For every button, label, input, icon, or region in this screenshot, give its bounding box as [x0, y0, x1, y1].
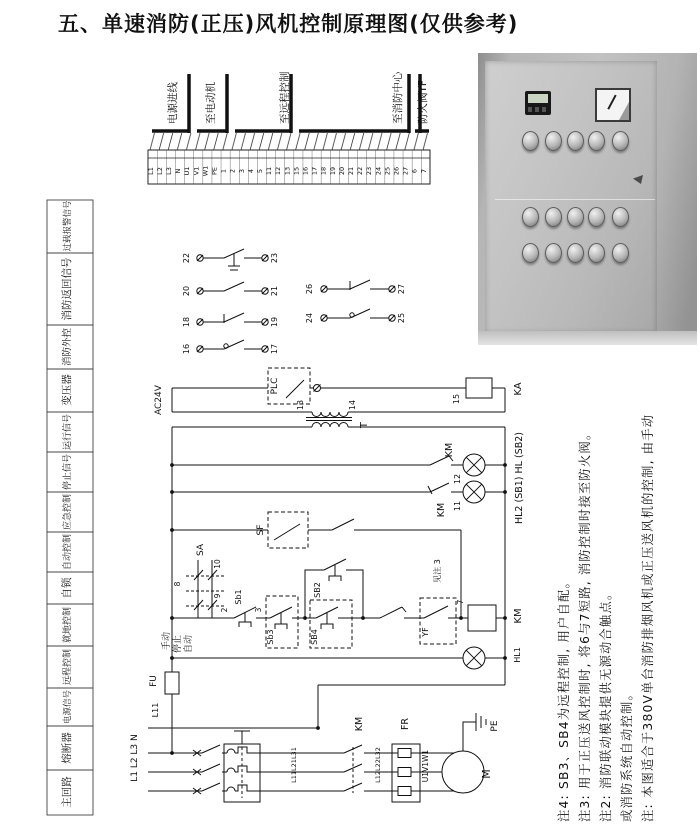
terminal-number: 27 — [397, 283, 406, 295]
legend-label: 应急控制 — [63, 493, 73, 531]
top-group-label: 防火阀YF — [417, 80, 429, 124]
wire-label: L11L21L31 — [290, 747, 298, 783]
component-label: HL1 — [513, 647, 522, 663]
terminal-label: 3 — [237, 168, 246, 174]
legend-label: 消防外控 — [62, 327, 73, 367]
left-legend-labels — [60, 200, 73, 808]
terminal-number: 14 — [348, 399, 357, 411]
component-label: AC24V — [154, 385, 164, 415]
terminal-number: 25 — [397, 312, 406, 324]
component-label: Sb3 — [266, 629, 275, 645]
component-label: HL2 (SB1) HL (SB2) — [514, 432, 525, 524]
wire-label: U1V1W1 — [421, 749, 430, 783]
transformer-secondary — [312, 423, 348, 427]
terminal-number: 15 — [452, 393, 461, 405]
component-label: KM — [444, 442, 455, 458]
terminal-number: 16 — [182, 343, 191, 355]
fire-contact-rows — [197, 249, 395, 355]
panel-mark — [633, 175, 643, 184]
fire-contact-numbers — [182, 253, 406, 354]
note-ref: 见注 3 — [433, 559, 442, 583]
component-label: KM — [513, 608, 524, 624]
terminal-label: 22 — [356, 166, 365, 176]
slanted-wires — [148, 133, 430, 150]
sb1-button — [234, 607, 256, 627]
panel-lamp — [612, 131, 629, 151]
terminal-label: V1 — [192, 166, 201, 176]
component-label: M — [480, 769, 493, 779]
terminal-number: 2 — [220, 607, 229, 613]
photo-floor — [478, 331, 697, 345]
terminal-number: 17 — [270, 343, 279, 355]
terminal-number: 12 — [453, 473, 462, 485]
top-group-label: 至电动机 — [205, 82, 217, 124]
wire-label: L12L22L32 — [374, 747, 382, 783]
legend-label: 变压器 — [61, 374, 73, 406]
panel-switch — [522, 243, 539, 263]
terminal-label: 16 — [301, 166, 310, 176]
component-label: PLC — [270, 377, 280, 395]
terminal-number: 18 — [182, 316, 191, 328]
selector-position: 自动 — [184, 634, 194, 654]
terminal-strip — [147, 71, 430, 184]
legend-label: 远程控制 — [63, 648, 73, 686]
terminal-label: 11 — [265, 166, 274, 176]
legend-label: 过载报警信号 — [63, 200, 73, 252]
panel-seam — [495, 199, 655, 200]
wire-label: L11 — [151, 702, 160, 718]
component-label: KM — [354, 716, 365, 732]
terminal-label: 20 — [337, 166, 346, 176]
panel-switch — [588, 207, 605, 227]
meter-needle — [607, 95, 616, 110]
terminal-label: 13 — [283, 166, 292, 176]
panel-face — [485, 61, 657, 333]
panel-lamp — [567, 131, 584, 151]
legend-label: 就地控制 — [63, 606, 73, 644]
note-line: 或消防系统自动控制。 — [620, 687, 634, 822]
terminal-labels — [147, 166, 428, 177]
panel-meter — [595, 88, 631, 122]
selector-position: 停止 — [173, 634, 183, 654]
terminal-number: 13 — [296, 399, 305, 411]
terminal-label: 4 — [246, 168, 255, 174]
legend-label: 主回路 — [61, 776, 73, 808]
ka-coil — [466, 378, 492, 398]
note-line: 注3: 用于正压送风控制时, 将6与7短路, 消防控制时接至防火阀。 — [578, 426, 592, 822]
panel-switch — [567, 243, 584, 263]
pe-ground — [463, 713, 486, 751]
component-label: KM — [436, 502, 447, 518]
control-panel-photo — [478, 53, 697, 345]
panel-switch — [612, 243, 629, 263]
sf-box — [268, 512, 308, 548]
top-group-labels — [166, 71, 429, 124]
legend-label: 熔断器 — [61, 732, 73, 764]
terminal-label: 12 — [274, 166, 283, 176]
terminal-label: 1 — [219, 168, 228, 174]
indicator-lamps — [463, 454, 485, 669]
component-label: SA — [196, 543, 206, 557]
component-label: SF — [256, 524, 266, 536]
terminal-label: 27 — [401, 166, 410, 176]
terminal-number: 8 — [173, 581, 182, 587]
page-title: 五、单速消防(正压)风机控制原理图(仅供参考) — [58, 12, 519, 36]
control-labels — [149, 378, 525, 718]
panel-switch — [588, 243, 605, 263]
terminal-number: 21 — [270, 285, 279, 297]
terminal-label: 25 — [383, 166, 392, 176]
component-label: SB4 — [310, 629, 319, 645]
terminal-label: N — [174, 168, 183, 174]
sb2-button — [324, 559, 346, 581]
panel-lamp — [545, 131, 562, 151]
main-circuit — [148, 713, 486, 802]
terminal-number: 23 — [270, 252, 279, 264]
panel-switch — [545, 243, 562, 263]
panel-switch — [522, 207, 539, 227]
legend-label: 消防返回信号 — [61, 257, 73, 321]
component-label: SB2 — [313, 582, 322, 598]
terminal-number: 26 — [305, 283, 314, 295]
legend-label: 电源信号 — [63, 689, 73, 725]
terminal-label: L1 — [146, 167, 155, 175]
contact-terminals — [197, 252, 395, 355]
terminal-number: 22 — [182, 252, 191, 264]
terminal-label: 26 — [392, 166, 401, 176]
top-group-label: 电源进线 — [167, 82, 179, 124]
terminal-number: 24 — [305, 312, 314, 324]
legend-label: 自动控制 — [63, 533, 73, 571]
terminal-label: 24 — [374, 166, 383, 176]
transformer-primary — [312, 412, 348, 417]
top-group-label: 至消防中心 — [392, 71, 404, 124]
terminal-number: 3 — [254, 607, 263, 613]
component-label: PE — [490, 720, 500, 732]
terminal-label: 15 — [292, 166, 301, 176]
component-label: YF — [421, 627, 430, 637]
panel-display — [525, 91, 551, 115]
panel-switch — [545, 207, 562, 227]
terminal-label: 2 — [228, 168, 237, 174]
terminal-label: 21 — [347, 166, 355, 176]
terminal-number: 10 — [213, 559, 222, 569]
terminal-label: W1 — [201, 165, 210, 177]
terminal-label: L3 — [165, 167, 173, 175]
terminal-number: 20 — [182, 285, 191, 297]
note-line: 注: 本图适合于380V单台消防排烟风机或正压送风机的控制, 由手动 — [641, 413, 655, 822]
terminal-number: 11 — [453, 500, 462, 512]
terminal-label: 23 — [365, 166, 374, 176]
terminal-number: 19 — [270, 316, 279, 328]
terminal-label: 19 — [328, 166, 337, 176]
terminal-label: L2 — [155, 167, 164, 175]
terminal-label: 18 — [319, 166, 328, 176]
wire-label: L1 L2 L3 N — [130, 734, 140, 782]
panel-switch — [612, 207, 629, 227]
terminal-label: PE — [210, 166, 219, 176]
terminal-label: 17 — [310, 166, 319, 176]
top-group-label: 至远程控制 — [279, 71, 291, 124]
terminal-label: 5 — [256, 168, 264, 174]
terminal-label: U1 — [183, 166, 192, 176]
terminal-label: 7 — [419, 168, 428, 174]
meter-shadow — [619, 102, 629, 120]
component-label: KA — [513, 382, 524, 396]
fuse — [165, 672, 179, 694]
legend-label: 自锁 — [61, 577, 73, 599]
display-keys — [528, 107, 548, 112]
component-label: T — [359, 421, 370, 429]
terminal-label: 6 — [410, 168, 419, 174]
legend-label: 运行信号 — [63, 413, 73, 451]
motor — [442, 751, 484, 793]
component-label: FR — [400, 717, 411, 731]
notes — [556, 414, 655, 822]
panel-lamp — [588, 131, 605, 151]
terminal-number: 7 — [456, 599, 465, 605]
legend-label: 停止信号 — [63, 453, 73, 491]
component-label: Sb1 — [234, 589, 243, 605]
component-label: FU — [149, 675, 159, 687]
sa-selector — [198, 560, 212, 618]
km-coil — [468, 605, 496, 631]
note-line: 注4: SB3、SB4为远程控制, 用户自配。 — [557, 575, 571, 822]
terminal-number: 9 — [213, 593, 222, 599]
note-line: 注2: 消防联动模块提供无源动合触点。 — [599, 586, 613, 822]
display-screen — [528, 94, 548, 103]
panel-switch — [567, 207, 584, 227]
panel-lamp — [522, 131, 539, 151]
selector-position: 手动 — [162, 631, 172, 651]
